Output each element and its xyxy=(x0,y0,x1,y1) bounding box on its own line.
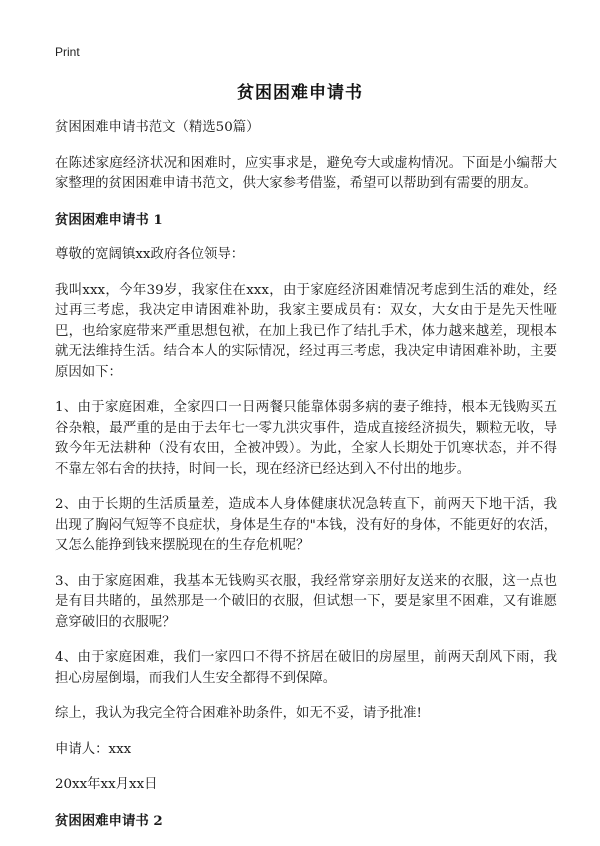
body-paragraph-1: 我叫xxx，今年39岁，我家住在xxx，由于家庭经济困难情况考虑到生活的难处，经过再三考虑，我决定申请困难补助，我家主要成员有：双女，大女由于是先天性哑巴，也给家庭带来严重思想包袱，在加上我已作了结扎手术，体力越来越差，现根本就无法维持生活。结合本人的实际情况，经过再三考虑，我决定申请困难补助，主要原因如下： xyxy=(55,282,557,380)
closing-paragraph: 综上，我认为我完全符合困难补助条件，如无不妥，请予批准! xyxy=(55,706,422,721)
body-paragraph-2: 1、由于家庭困难，全家四口一日两餐只能靠体弱多病的妻子维持，根本无钱购买五谷杂粮，最严重的是由于去年七一零九洪灾事件，造成直接经济损失，颗粒无收，导致今年无法耕种（没有农田，全被冲毁）。为此，全家人长期处于饥寒状态，并不得不靠左邻右舍的扶持，时间一长，现在经济已经达到入不付出的地步。 xyxy=(55,400,557,477)
print-label[interactable]: Print xyxy=(55,45,80,59)
body-paragraph-4: 3、由于家庭困难，我基本无钱购买衣服，我经常穿亲朋好友送来的衣服，这一点也是有目共睹的，虽然那是一个破旧的衣服，但试想一下，要是家里不困难，又有谁愿意穿破旧的衣服呢？ xyxy=(55,573,557,630)
applicant-line: 申请人：xxx xyxy=(55,741,132,757)
page-title: 贫困困难申请书 xyxy=(237,83,363,103)
section-heading-1: 贫困困难申请书 1 xyxy=(55,211,163,228)
section-heading-2: 贫困困难申请书 2 xyxy=(55,812,163,829)
document-subtitle: 贫困困难申请书范文（精选50篇） xyxy=(55,120,260,135)
date-line: 20xx年xx月xx日 xyxy=(55,777,158,792)
body-paragraph-5: 4、由于家庭困难，我们一家四口不得不挤居在破旧的房屋里，前两天刮风下雨，我担心房屋倒塌，而我们人生安全都得不到保障。 xyxy=(55,650,557,686)
document-body xyxy=(55,118,557,846)
body-paragraph-3: 2、由于长期的生活质量差，造成本人身体健康状况急转直下，前两天下地干活，我出现了胸闷气短等不良症状，身体是生存的"本钱，没有好的身体，不能更好的农活，又怎么能挣到钱来摆脱现在的生存危机呢？ xyxy=(55,497,557,553)
salutation: 尊敬的宽阔镇xx政府各位领导： xyxy=(55,247,245,262)
intro-paragraph: 在陈述家庭经济状况和困难时，应实事求是，避免夸大或虚构情况。下面是小编帮大家整理的贫困困难申请书范文，供大家参考借鉴，希望可以帮助到有需要的朋友。 xyxy=(55,155,557,191)
